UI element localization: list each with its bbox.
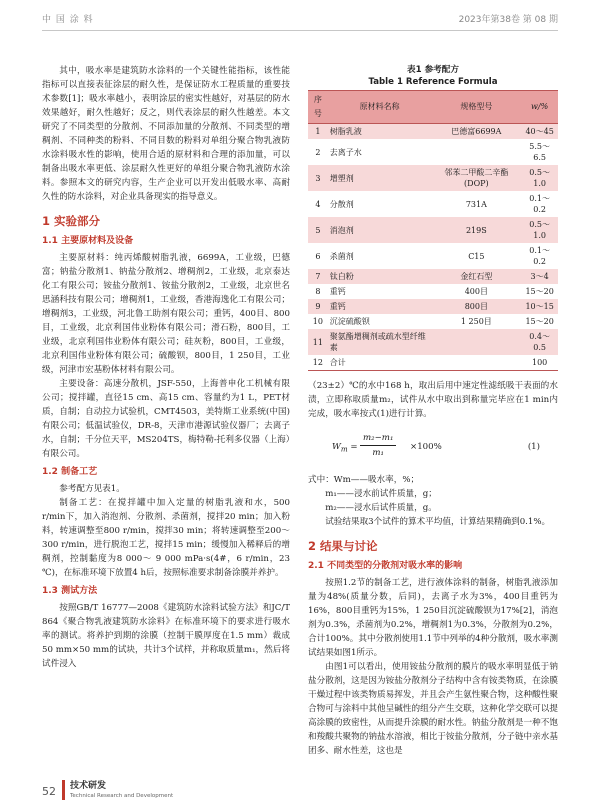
cell-material: 树脂乳液 <box>328 124 432 140</box>
cell-spec: 1 250目 <box>431 314 521 329</box>
table-row <box>308 191 558 217</box>
table-caption-cn: 表1 参考配方 <box>407 65 459 75</box>
right-column <box>308 64 558 758</box>
cell-spec <box>431 139 521 165</box>
cell-no: 1 <box>308 124 328 140</box>
dispersant-discussion-paragraph: 由图1可以看出，使用铵盐分散剂的膜片的吸水率明显低于钠盐分散剂，这是因为铵盐分散剂分子结构中含有铵类物质，在涂膜干燥过程中该类物质易挥发，并且会产生氨性聚合物，这种酸性聚合物可与涂料中其他呈碱性的组分产生交联，这种化学交联可以提高涂膜的致密性，从而提升涂膜的耐水性。钠盐分散剂是一种不饱和羧酸共聚物的钠盐水溶液，相比于铵盐分散剂，分子链中亲水基团多、耐水性差，这也是 <box>308 662 558 756</box>
cell-w: 15～20 <box>521 284 558 299</box>
cell-material: 沉淀硫酸钡 <box>328 314 432 329</box>
reference-formula-table <box>308 90 558 371</box>
table-row <box>308 314 558 329</box>
cell-material: 重钙 <box>328 299 432 314</box>
water-absorption-formula <box>308 427 558 467</box>
cell-spec: 400目 <box>431 284 521 299</box>
cell-spec: 800目 <box>431 299 521 314</box>
cell-no: 10 <box>308 314 328 329</box>
formula-lhs: $W_m$ = <box>332 442 358 454</box>
page-header <box>42 8 558 26</box>
cell-material: 钛白粉 <box>328 269 432 284</box>
section-2-heading: 2 结果与讨论 <box>308 539 378 553</box>
symbol-m2: m₂——浸水后试件质量，g。 <box>325 503 437 513</box>
table-row <box>308 355 558 371</box>
cell-spec: 邻苯二甲酸二辛酯(DOP) <box>431 165 521 191</box>
cell-no: 7 <box>308 269 328 284</box>
cell-no: 4 <box>308 191 328 217</box>
cell-material: 聚氨酯增稠剂或疏水型纤维素 <box>328 329 432 355</box>
journal-name: 中 国 涂 料 <box>42 15 94 25</box>
table-row <box>308 284 558 299</box>
col-header-spec: 规格型号 <box>431 91 521 124</box>
cell-spec: 219S <box>431 217 521 243</box>
cell-no: 3 <box>308 165 328 191</box>
cell-spec <box>431 355 521 371</box>
cell-no: 2 <box>308 139 328 165</box>
cell-no: 12 <box>308 355 328 371</box>
cell-material: 杀菌剂 <box>328 243 432 269</box>
intro-paragraph: 其中，吸水率是建筑防水涂料的一个关键性能指标，该性能指标可以直接表征涂层的耐久性，是保证防水工程质量的重要技术参数[1]；吸水率越小，表明涂层的密实性越好，对基层的防水效果越好，耐久性越好；反之，则代表涂层的耐久性越差。本文研究了不同类型的分散剂、不同添加量的分散剂、不同类型的增稠剂、不同种类的粉料、不同目数的粉料对单组分聚合物乳液防水涂料吸水性的影响，使用合适的原材料和合理的添加量，可以制备出吸水率更低、涂层耐久性更好的单组分聚合物乳液防水涂料。参照本文的研究内容，生产企业可以开发出低吸水率、高耐久性的防水涂料，对企业具备现实的指导意义。 <box>42 66 290 202</box>
cell-w: 0.5～1.0 <box>521 217 558 243</box>
col-header-w: w/% <box>521 91 558 124</box>
table-body <box>308 124 558 371</box>
left-column <box>42 64 290 671</box>
cell-spec: 731A <box>431 191 521 217</box>
formula-reference-paragraph: 参考配方见表1。 <box>59 484 125 494</box>
materials-paragraph: 主要原材料：纯丙烯酸树脂乳液，6699A，工业级，巴德富；钠盐分散剂1、钠盐分散剂2、增稠剂2，工业级，北京泰达化工有限公司；铵盐分散剂1、铵盐分散剂2，工业级，北京世名思涵科技有限公司；增稠剂1，工业级，香港海逸化工有限公司；增稠剂3，工业级，河北鲁工助剂有限公司；重钙，400目、800目，工业级，北京利国伟业粉体有限公司；滑石粉，800目，工业级，北京利国伟业粉体有限公司；硅灰粉，800目，工业级，北京利国伟业粉体有限公司；硫酸钡，800目，1 250目，工业级，河津市宏基粉体材料有限公司。 <box>42 253 290 375</box>
section-1-1-heading: 1.1 主要原材料及设备 <box>42 236 134 246</box>
footer-section-en: Technical Research and Development <box>70 793 174 799</box>
test-method-paragraph: 按照GB/T 16777—2008《建筑防水涂料试验方法》和JC/T 864《聚合物乳液建筑防水涂料》在标准环境下的要求进行吸水率的测试。将养护到期的涂膜（控制干膜厚度在1.5 mm）裁成50 mm×50 mm的试块，共计3个试样，并称取质量m₁，然后将试件浸入 <box>42 603 290 669</box>
section-1-heading: 1 实验部分 <box>42 214 101 228</box>
formula-percent: ×100% <box>410 442 442 452</box>
cell-no: 8 <box>308 284 328 299</box>
table-caption-en: Table 1 Reference Formula <box>368 77 498 87</box>
formula-number: (1) <box>527 442 540 452</box>
col-header-material: 原材料名称 <box>328 91 432 124</box>
cell-material: 重钙 <box>328 284 432 299</box>
cell-spec: 巴德富6699A <box>431 124 521 140</box>
cell-w: 3～4 <box>521 269 558 284</box>
table-row <box>308 139 558 165</box>
result-precision-paragraph: 试验结果取3个试件的算术平均值，计算结果精确到0.1%。 <box>325 517 551 527</box>
cell-w: 0.1～0.2 <box>521 243 558 269</box>
cell-w: 40～45 <box>521 124 558 140</box>
section-2-1-heading: 2.1 不同类型的分散剂对吸水率的影响 <box>308 561 463 571</box>
table-row <box>308 329 558 355</box>
dispersant-experiment-paragraph: 按照1.2节的制备工艺，进行液体涂料的制备，树脂乳液添加量为48%(质量分数，后同)，去离子水为3%，400目重钙为16%，800目重钙为15%，1 250目沉淀硫酸钡为17%[2]，消泡剂为0.3%，杀菌剂为0.2%，增稠剂1为0.3%，分散剂为0.2%，合计100%。其中分散剂使用1.1节中列举的4种分散剂，吸水率测试结果如图1所示。 <box>308 578 558 658</box>
immersion-paragraph: （23±2）℃的水中168 h，取出后用中速定性滤纸吸干表面的水渍，立即称取质量m₂，试件从水中取出到称量完毕应在1 min内完成，吸水率按式(1)进行计算。 <box>308 381 558 419</box>
footer-section-cn: 技术研发 <box>70 781 107 791</box>
col-header-no: 序号 <box>308 91 328 124</box>
cell-material: 合计 <box>328 355 432 371</box>
cell-w: 5.5～6.5 <box>521 139 558 165</box>
cell-w: 15～20 <box>521 314 558 329</box>
table-row <box>308 165 558 191</box>
symbol-w: 式中：Wm——吸水率，%； <box>308 475 420 485</box>
cell-no: 5 <box>308 217 328 243</box>
process-paragraph: 制备工艺：在搅拌罐中加入定量的树脂乳液和水，500 r/min下，加入消泡剂、分散剂、杀菌剂，搅拌20 min；加入粉料，转速调整至800 r/min，搅拌30 min；将转速调整至200～300 r/min，进行脱泡工艺，搅拌15 min；缓慢加入稀释后的增稠剂，控制黏度为8 000～ 9 000 mPa·s(4#，6 r/min，23 ℃)，在标准环境下放置4 h后，按照标准要求制备涂膜并养护。 <box>42 498 290 578</box>
formula-denominator: m₁ <box>372 448 384 458</box>
cell-w: 100 <box>521 355 558 371</box>
cell-w: 0.5～1.0 <box>521 165 558 191</box>
symbol-m1: m₁——浸水前试件质量，g； <box>325 489 437 499</box>
page-number: 52 <box>42 785 56 798</box>
section-1-2-heading: 1.2 制备工艺 <box>42 467 98 477</box>
equipment-paragraph: 主要设备：高速分散机，JSF-550，上海普申化工机械有限公司；搅拌罐，直径15 cm、高15 cm、容量约为1 L，PET材质，自制；自动拉力试验机，CMT4503，美特斯工业系统(中国)有限公司；低温试验仪，DR-8，天津市港源试验仪器厂；去离子水，自制；千分位天平，MS204TS，梅特勒-托利多仪器（上海）有限公司。 <box>42 379 290 459</box>
issue-info: 2023年第38卷 第 08 期 <box>458 15 558 25</box>
cell-material: 增塑剂 <box>328 165 432 191</box>
cell-material: 去离子水 <box>328 139 432 165</box>
cell-spec <box>431 329 521 355</box>
table-header-row <box>308 91 558 124</box>
formula-fraction <box>360 431 396 460</box>
cell-spec: 金红石型 <box>431 269 521 284</box>
table-row <box>308 217 558 243</box>
footer-accent-bar <box>62 780 65 800</box>
section-1-3-heading: 1.3 测试方法 <box>42 586 98 596</box>
cell-material: 消泡剂 <box>328 217 432 243</box>
table-row <box>308 243 558 269</box>
table-row <box>308 299 558 314</box>
cell-no: 9 <box>308 299 328 314</box>
cell-w: 0.4～0.5 <box>521 329 558 355</box>
header-divider <box>42 30 558 31</box>
cell-material: 分散剂 <box>328 191 432 217</box>
table-row <box>308 269 558 284</box>
cell-no: 11 <box>308 329 328 355</box>
cell-spec: C15 <box>431 243 521 269</box>
cell-w: 0.1～0.2 <box>521 191 558 217</box>
table-row <box>308 124 558 140</box>
cell-no: 6 <box>308 243 328 269</box>
cell-w: 10～15 <box>521 299 558 314</box>
formula-numerator: m₂−m₁ <box>360 431 396 446</box>
